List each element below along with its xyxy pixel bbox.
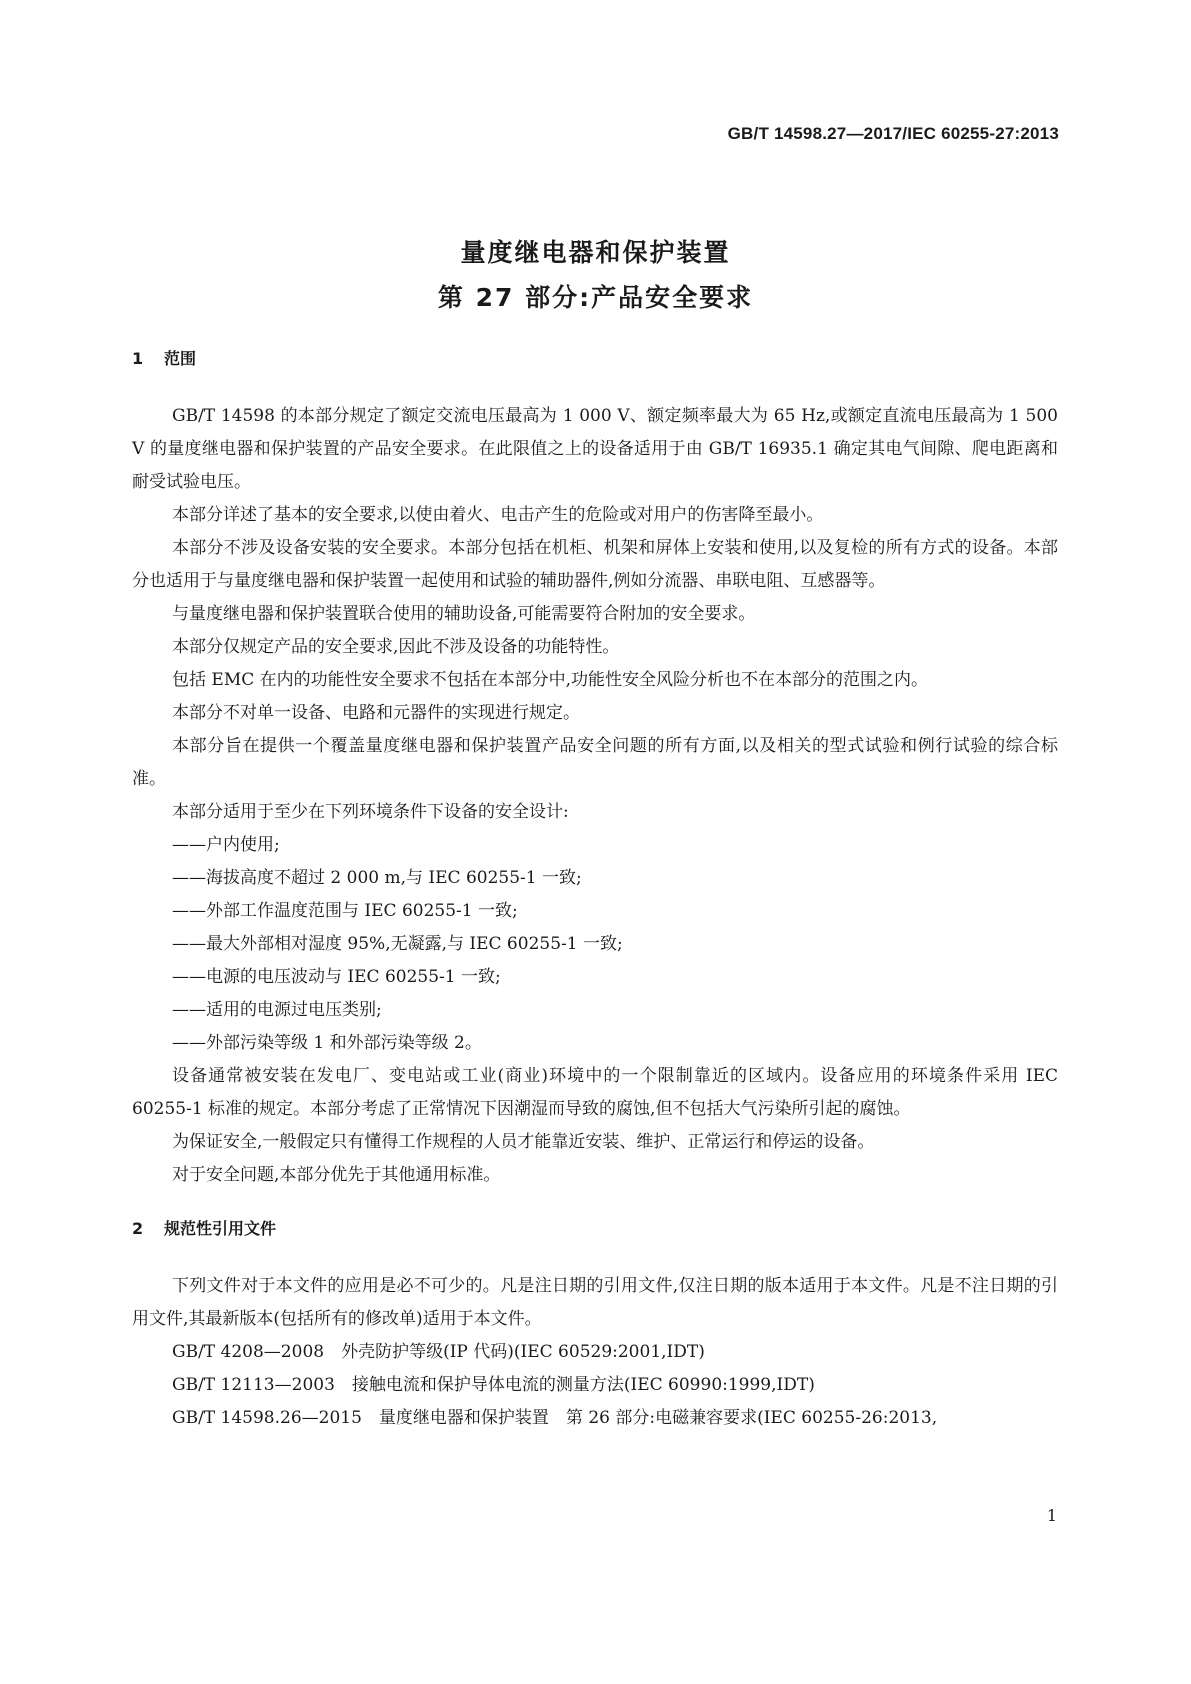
- section-1-title: 范围: [164, 349, 197, 368]
- reference-item: GB/T 12113—2003 接触电流和保护导体电流的测量方法(IEC 60990:1999,IDT): [172, 1375, 815, 1395]
- paragraph: 设备通常被安装在发电厂、变电站或工业(商业)环境中的一个限制靠近的区域内。设备应用的环境条件采用 IEC 60255-1 标准的规定。本部分考虑了正常情况下因潮湿而导致的腐蚀,但不包括大气污染所引起的腐蚀。: [132, 1066, 1058, 1119]
- condition-item: ——适用的电源过电压类别;: [172, 1000, 382, 1020]
- section-2-title: 规范性引用文件: [164, 1219, 277, 1238]
- condition-item: ——户内使用;: [172, 835, 280, 855]
- paragraph: GB/T 14598 的本部分规定了额定交流电压最高为 1 000 V、额定频率最大为 65 Hz,或额定直流电压最高为 1 500 V 的量度继电器和保护装置的产品安全要求。在此限值之上的设备适用于由 GB/T 16935.1 确定其电气间隙、爬电距离和耐受试验电压。: [132, 406, 1058, 492]
- paragraph: 为保证安全,一般假定只有懂得工作规程的人员才能靠近安装、维护、正常运行和停运的设备。: [172, 1132, 875, 1152]
- paragraph: 与量度继电器和保护装置联合使用的辅助设备,可能需要符合附加的安全要求。: [172, 604, 756, 624]
- section-1-number: 1: [132, 349, 144, 368]
- condition-item: ——海拔高度不超过 2 000 m,与 IEC 60255-1 一致;: [172, 868, 582, 888]
- condition-item: ——电源的电压波动与 IEC 60255-1 一致;: [172, 967, 501, 987]
- section-1-body: [132, 400, 1058, 1192]
- paragraph: 对于安全问题,本部分优先于其他通用标准。: [172, 1165, 501, 1185]
- section-1-heading: [132, 346, 196, 369]
- paragraph: 本部分不对单一设备、电路和元器件的实现进行规定。: [172, 703, 580, 723]
- condition-item: ——最大外部相对湿度 95%,无凝露,与 IEC 60255-1 一致;: [172, 934, 623, 954]
- paragraph: 本部分旨在提供一个覆盖量度继电器和保护装置产品安全问题的所有方面,以及相关的型式试验和例行试验的综合标准。: [132, 736, 1058, 789]
- paragraph: 本部分仅规定产品的安全要求,因此不涉及设备的功能特性。: [172, 637, 620, 657]
- title-line-1: 量度继电器和保护装置: [460, 238, 731, 267]
- paragraph: 本部分详述了基本的安全要求,以使由着火、电击产生的危险或对用户的伤害降至最小。: [172, 505, 824, 525]
- section-2-number: 2: [132, 1219, 144, 1238]
- standard-number-header: GB/T 14598.27—2017/IEC 60255-27:2013: [727, 124, 1059, 143]
- reference-item: GB/T 4208—2008 外壳防护等级(IP 代码)(IEC 60529:2001,IDT): [172, 1342, 705, 1362]
- paragraph: 本部分不涉及设备安装的安全要求。本部分包括在机柜、机架和屏体上安装和使用,以及复检的所有方式的设备。本部分也适用于与量度继电器和保护装置一起使用和试验的辅助器件,例如分流器、串联电阻、互感器等。: [132, 538, 1058, 591]
- section-2-body: [132, 1270, 1058, 1435]
- reference-item: GB/T 14598.26—2015 量度继电器和保护装置 第 26 部分:电磁兼容要求(IEC 60255-26:2013,: [172, 1408, 938, 1428]
- condition-item: ——外部污染等级 1 和外部污染等级 2。: [172, 1033, 482, 1053]
- paragraph: 本部分适用于至少在下列环境条件下设备的安全设计:: [172, 802, 569, 822]
- section-2-heading: [132, 1216, 276, 1239]
- title-line-2: 第 27 部分:产品安全要求: [437, 283, 754, 312]
- condition-item: ——外部工作温度范围与 IEC 60255-1 一致;: [172, 901, 518, 921]
- document-title: [0, 230, 1191, 320]
- paragraph: 下列文件对于本文件的应用是必不可少的。凡是注日期的引用文件,仅注日期的版本适用于本文件。凡是不注日期的引用文件,其最新版本(包括所有的修改单)适用于本文件。: [132, 1276, 1058, 1329]
- page-number: 1: [1046, 1506, 1057, 1525]
- paragraph: 包括 EMC 在内的功能性安全要求不包括在本部分中,功能性安全风险分析也不在本部分的范围之内。: [172, 670, 929, 690]
